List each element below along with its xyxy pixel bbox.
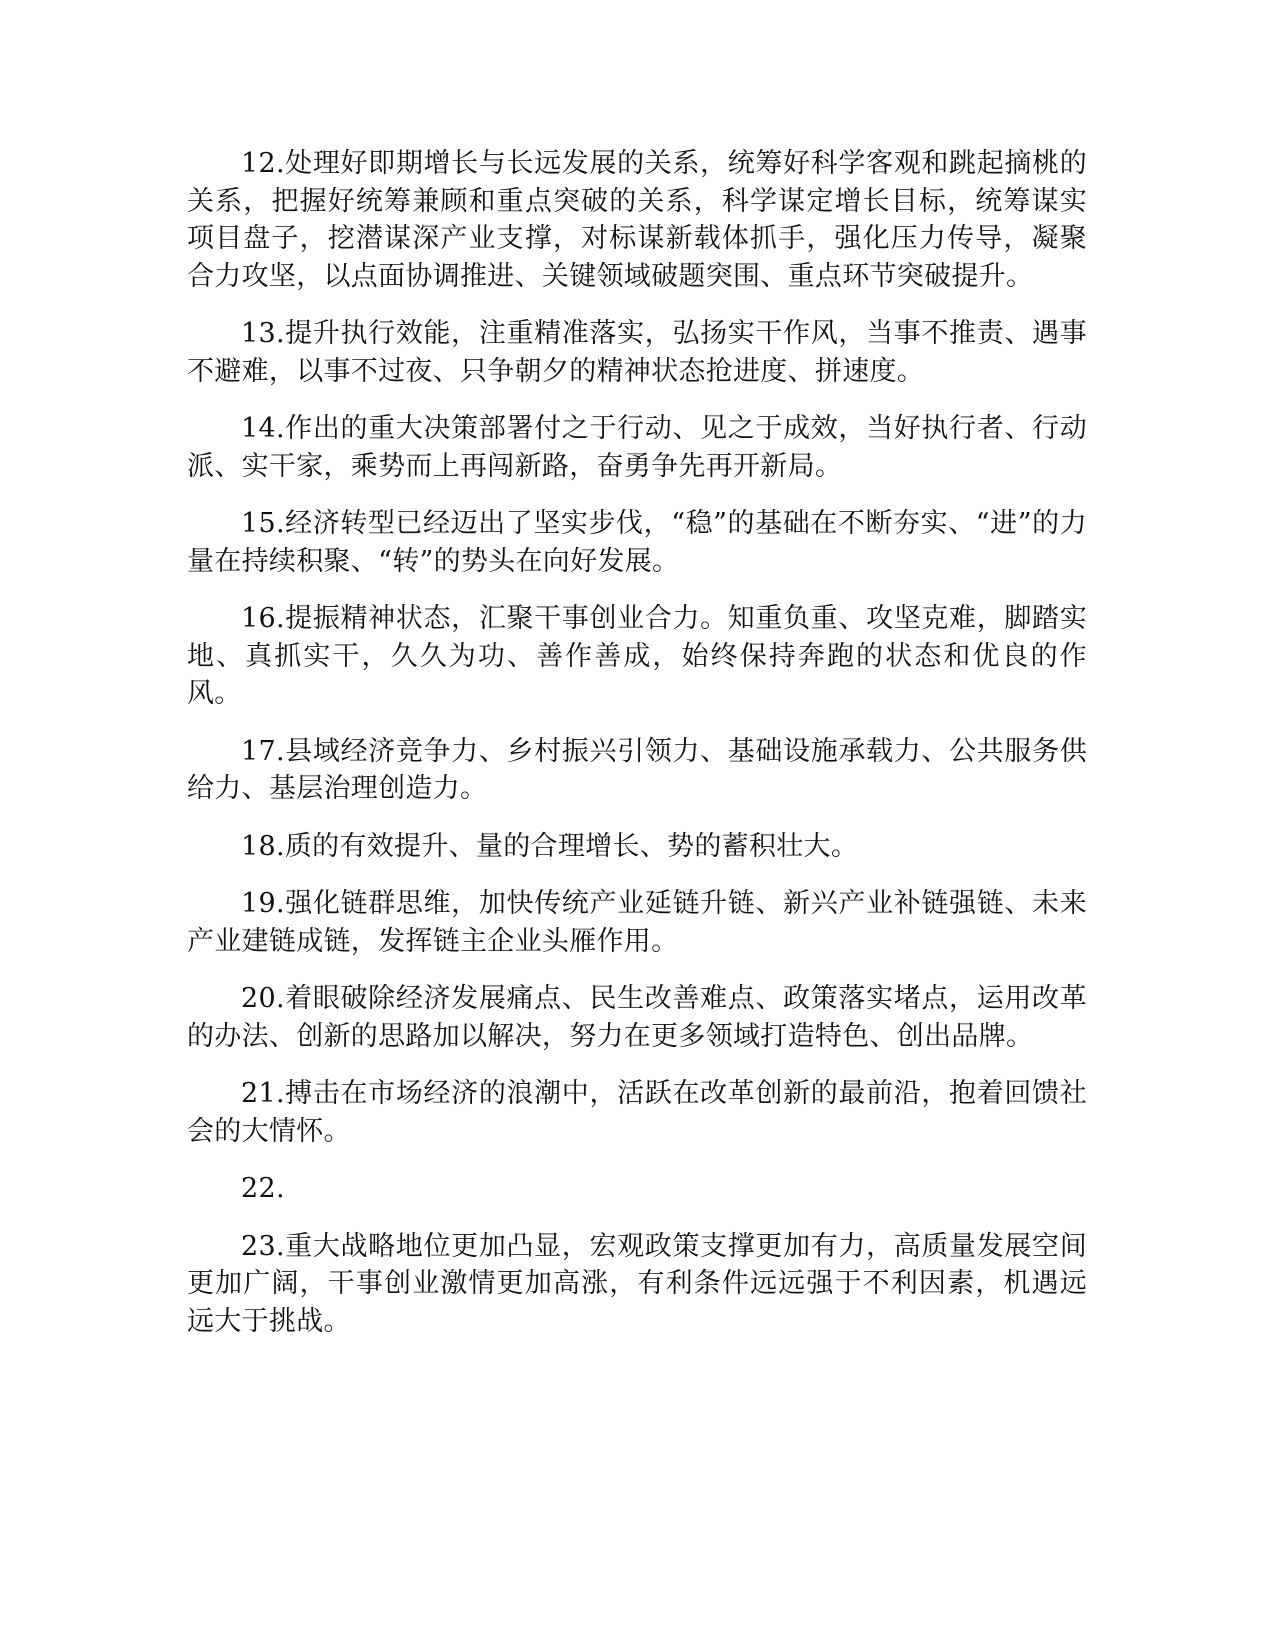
paragraph-16: 16.提振精神状态，汇聚干事创业合力。知重负重、攻坚克难，脚踏实地、真抓实干，久久为功、善作善成，始终保持奔跑的状态和优良的作风。 (187, 603, 1087, 709)
document-page (187, 145, 1087, 1360)
paragraph-20: 20.着眼破除经济发展痛点、民生改善难点、政策落实堵点，运用改革的办法、创新的思路加以解决，努力在更多领域打造特色、创出品牌。 (187, 983, 1087, 1052)
paragraph-15: 15.经济转型已经迈出了坚实步伐，“稳”的基础在不断夯实、“进”的力量在持续积聚、“转”的势头在向好发展。 (187, 508, 1087, 577)
paragraph-22: 22. (241, 1173, 285, 1204)
paragraph-14: 14.作出的重大决策部署付之于行动、见之于成效，当好执行者、行动派、实干家，乘势而上再闯新路，奋勇争先再开新局。 (187, 413, 1087, 482)
paragraph-18: 18.质的有效提升、量的合理增长、势的蓄积壮大。 (241, 830, 859, 862)
paragraph-12: 12.处理好即期增长与长远发展的关系，统筹好科学客观和跳起摘桃的关系，把握好统筹兼顾和重点突破的关系，科学谋定增长目标，统筹谋实项目盘子，挖潜谋深产业支撑，对标谋新载体抓手，强化压力传导，凝聚合力攻坚，以点面协调推进、关键领域破题突围、重点环节突破提升。 (187, 148, 1087, 292)
paragraph-13: 13.提升执行效能，注重精准落实，弘扬实干作风，当事不推责、遇事不避难，以事不过夜、只争朝夕的精神状态抢进度、拼速度。 (187, 318, 1087, 387)
paragraph-23: 23.重大战略地位更加凸显，宏观政策支撑更加有力，高质量发展空间更加广阔，干事创业激情更加高涨，有利条件远远强于不利因素，机遇远远大于挑战。 (187, 1230, 1087, 1337)
paragraph-19: 19.强化链群思维，加快传统产业延链升链、新兴产业补链强链、未来产业建链成链，发挥链主企业头雁作用。 (187, 888, 1087, 957)
paragraph-21: 21.搏击在市场经济的浪潮中，活跃在改革创新的最前沿，抱着回馈社会的大情怀。 (187, 1078, 1087, 1147)
paragraph-17: 17.县域经济竞争力、乡村振兴引领力、基础设施承载力、公共服务供给力、基层治理创造力。 (187, 735, 1087, 804)
